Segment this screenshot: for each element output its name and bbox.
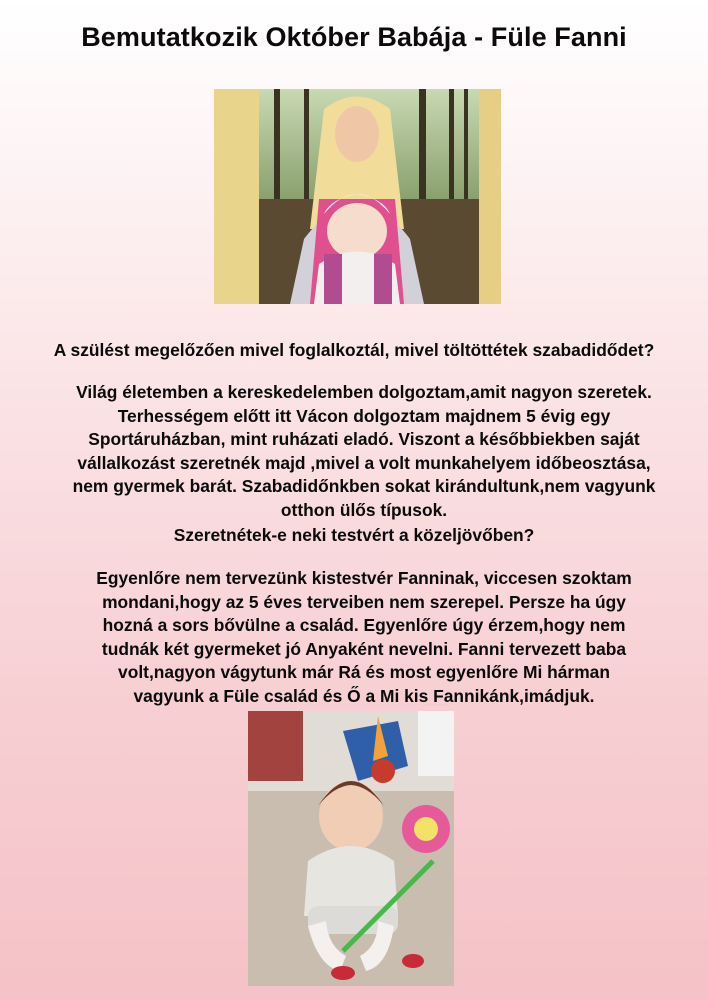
answer-2-line: mondani,hogy az 5 éves terveiben nem szerepel. Persze ha úgy	[102, 591, 626, 612]
answer-2-line: volt,nagyon vágytunk már Rá és most egyenlőre Mi hárman	[118, 662, 610, 683]
answer-2-line: vagyunk a Füle család és Ő a Mi kis Fannikánk,imádjuk.	[133, 685, 595, 706]
answer-1-line: nem gyermek barát. Szabadidőnkben sokat kirándultunk,nem vagyunk	[72, 476, 656, 497]
answer-1	[30, 381, 698, 523]
page-title: Bemutatkozik Október Babája - Füle Fanni	[81, 22, 627, 52]
answer-1-line: Terhességem előtt itt Vácon dolgoztam majdnem 5 évig egy	[117, 405, 611, 426]
sitting-baby-photo-icon	[248, 711, 454, 986]
answer-1-line: Sportáruházban, mint ruházati eladó. Viszont a későbbiekben saját	[88, 429, 640, 450]
answer-2-line: tudnák két gyermeket jó Anyaként nevelni. Fanni tervezett baba	[101, 638, 627, 659]
answer-2-line: hozná a sors bővülne a család. Egyenlőre úgy érzem,hogy nem	[102, 615, 626, 636]
question-1: A szülést megelőzően mivel foglalkoztál, mivel töltöttétek szabadidődet?	[53, 340, 655, 360]
answer-1-line: otthon ülős típusok.	[280, 499, 448, 520]
mother-and-baby-photo	[214, 89, 501, 304]
mother-and-baby-photo-icon	[214, 89, 501, 304]
answer-2	[30, 567, 698, 709]
answer-1-line: Világ életemben a kereskedelemben dolgoztam,amit nagyon szeretek.	[76, 382, 652, 402]
question-2: Szeretnétek-e neki testvért a közeljövőben?	[173, 525, 535, 545]
sitting-baby-photo	[248, 711, 454, 986]
answer-1-line: vállalkozást szeretnék majd ,mivel a volt munkahelyem időbeosztása,	[77, 452, 651, 473]
answer-2-line: Egyenlőre nem tervezünk kistestvér Fanninak, viccesen szoktam	[96, 568, 632, 588]
